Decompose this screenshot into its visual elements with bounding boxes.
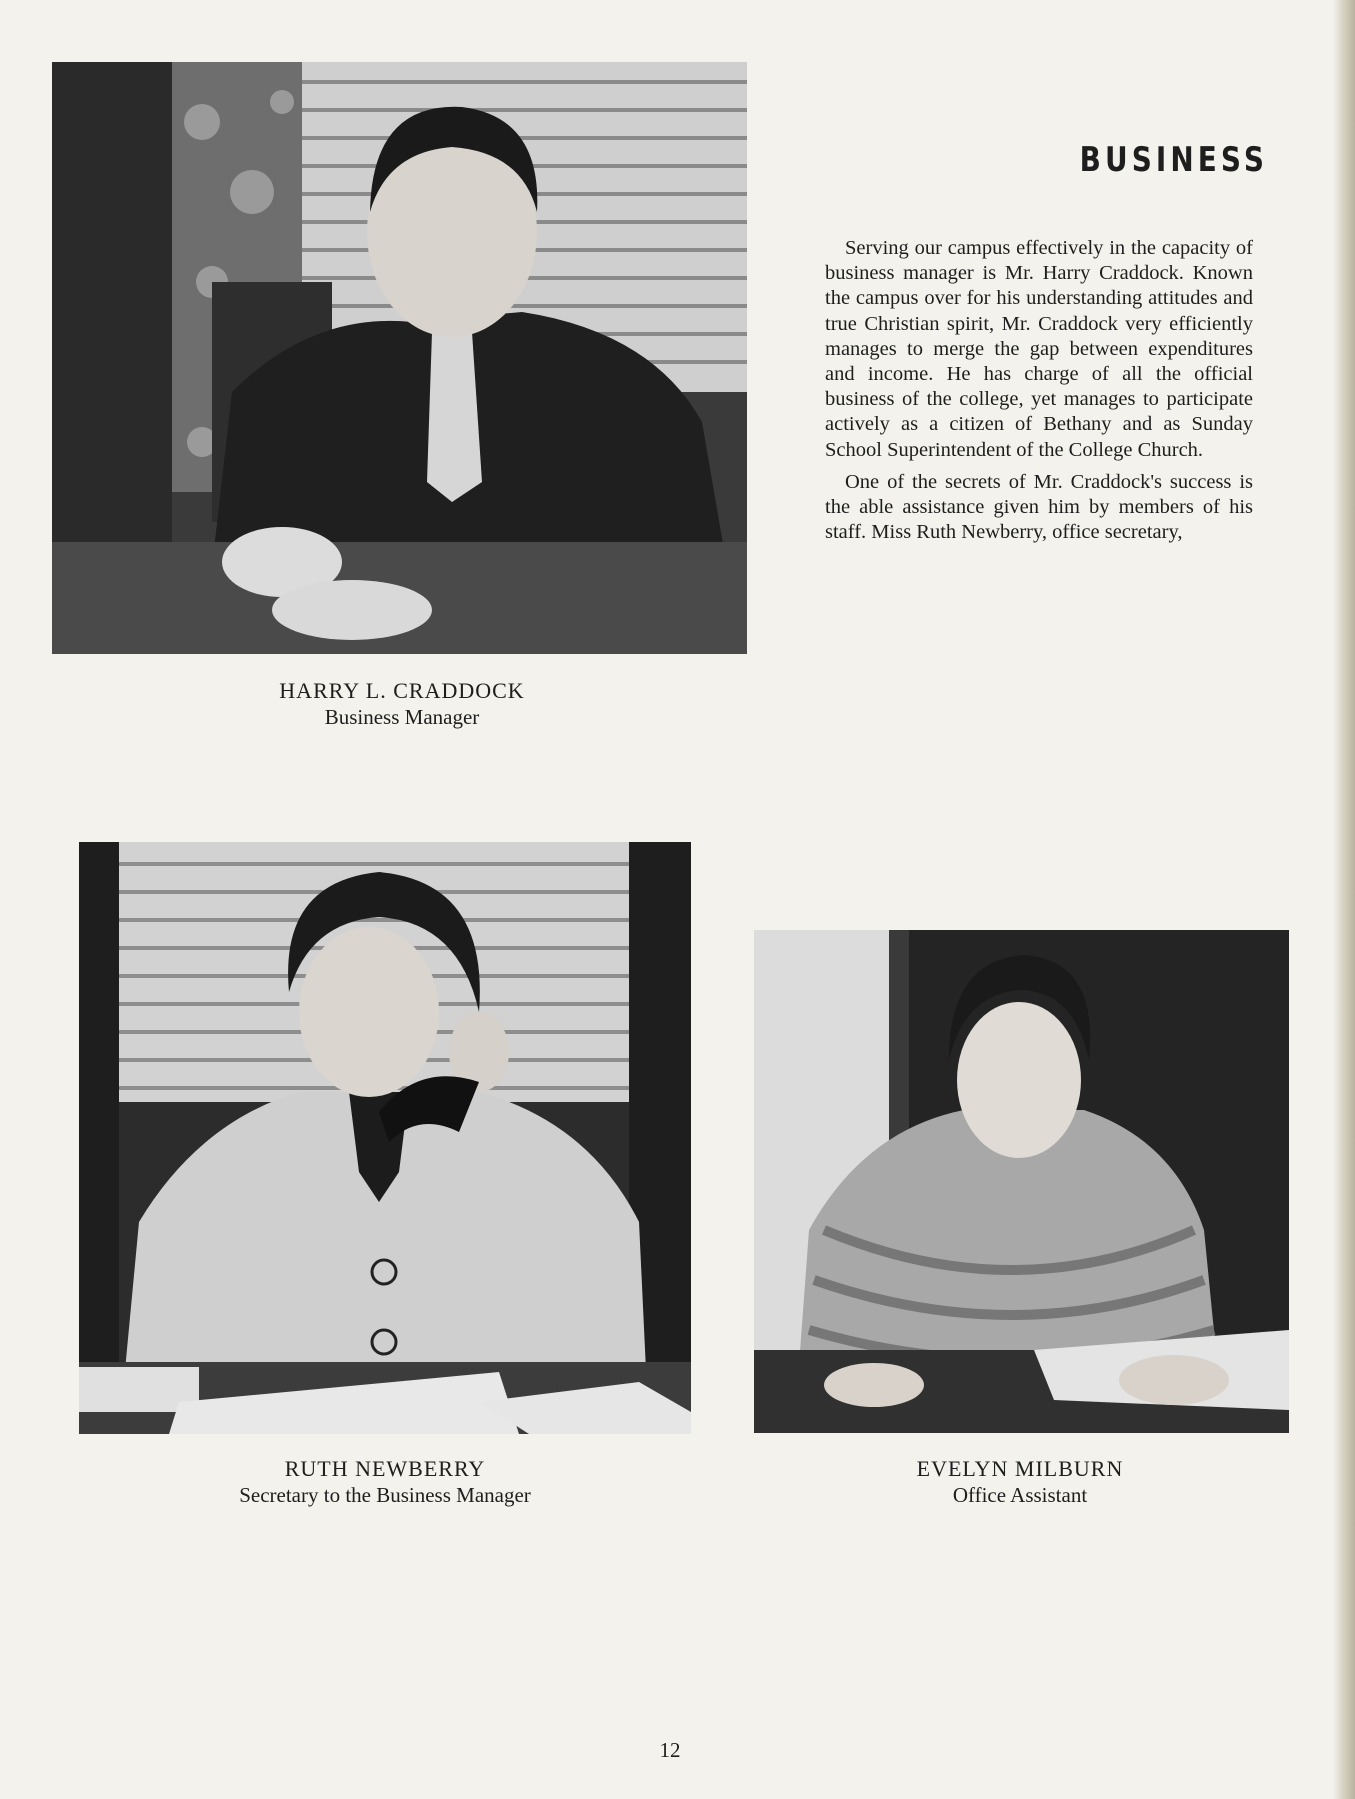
caption-name: HARRY L. CRADDOCK [279, 678, 525, 703]
caption-role: Office Assistant [952, 1483, 1088, 1507]
section-title: BUSINESS [1079, 140, 1269, 180]
article-paragraph-2: One of the secrets of Mr. Craddock's success is the able assistance given him by members of his staff. Miss Ruth Newberry, office secretary, [825, 470, 1253, 544]
article-body [825, 236, 1253, 552]
craddock-photo [52, 62, 747, 654]
craddock-caption [232, 678, 572, 730]
milburn-caption [860, 1456, 1180, 1508]
newberry-caption [200, 1456, 570, 1508]
page-number: 12 [659, 1738, 681, 1762]
caption-name: RUTH NEWBERRY [284, 1456, 486, 1481]
caption-name: EVELYN MILBURN [916, 1456, 1124, 1481]
newberry-photo [79, 842, 691, 1434]
milburn-photo [754, 930, 1289, 1433]
caption-role: Secretary to the Business Manager [239, 1483, 531, 1507]
article-paragraph-1: Serving our campus effectively in the capacity of business manager is Mr. Harry Craddock. Known the campus over for his understanding attitudes and true Christian spirit, Mr. Craddock very efficiently manages to merge the gap between expenditures and income. He has charge of all the official business of the college, yet manages to participate actively as a citizen of Bethany and as Sunday School Superintendent of the College Church. [825, 237, 1253, 461]
caption-role: Business Manager [324, 705, 480, 729]
page-binding-edge [1333, 0, 1355, 1799]
